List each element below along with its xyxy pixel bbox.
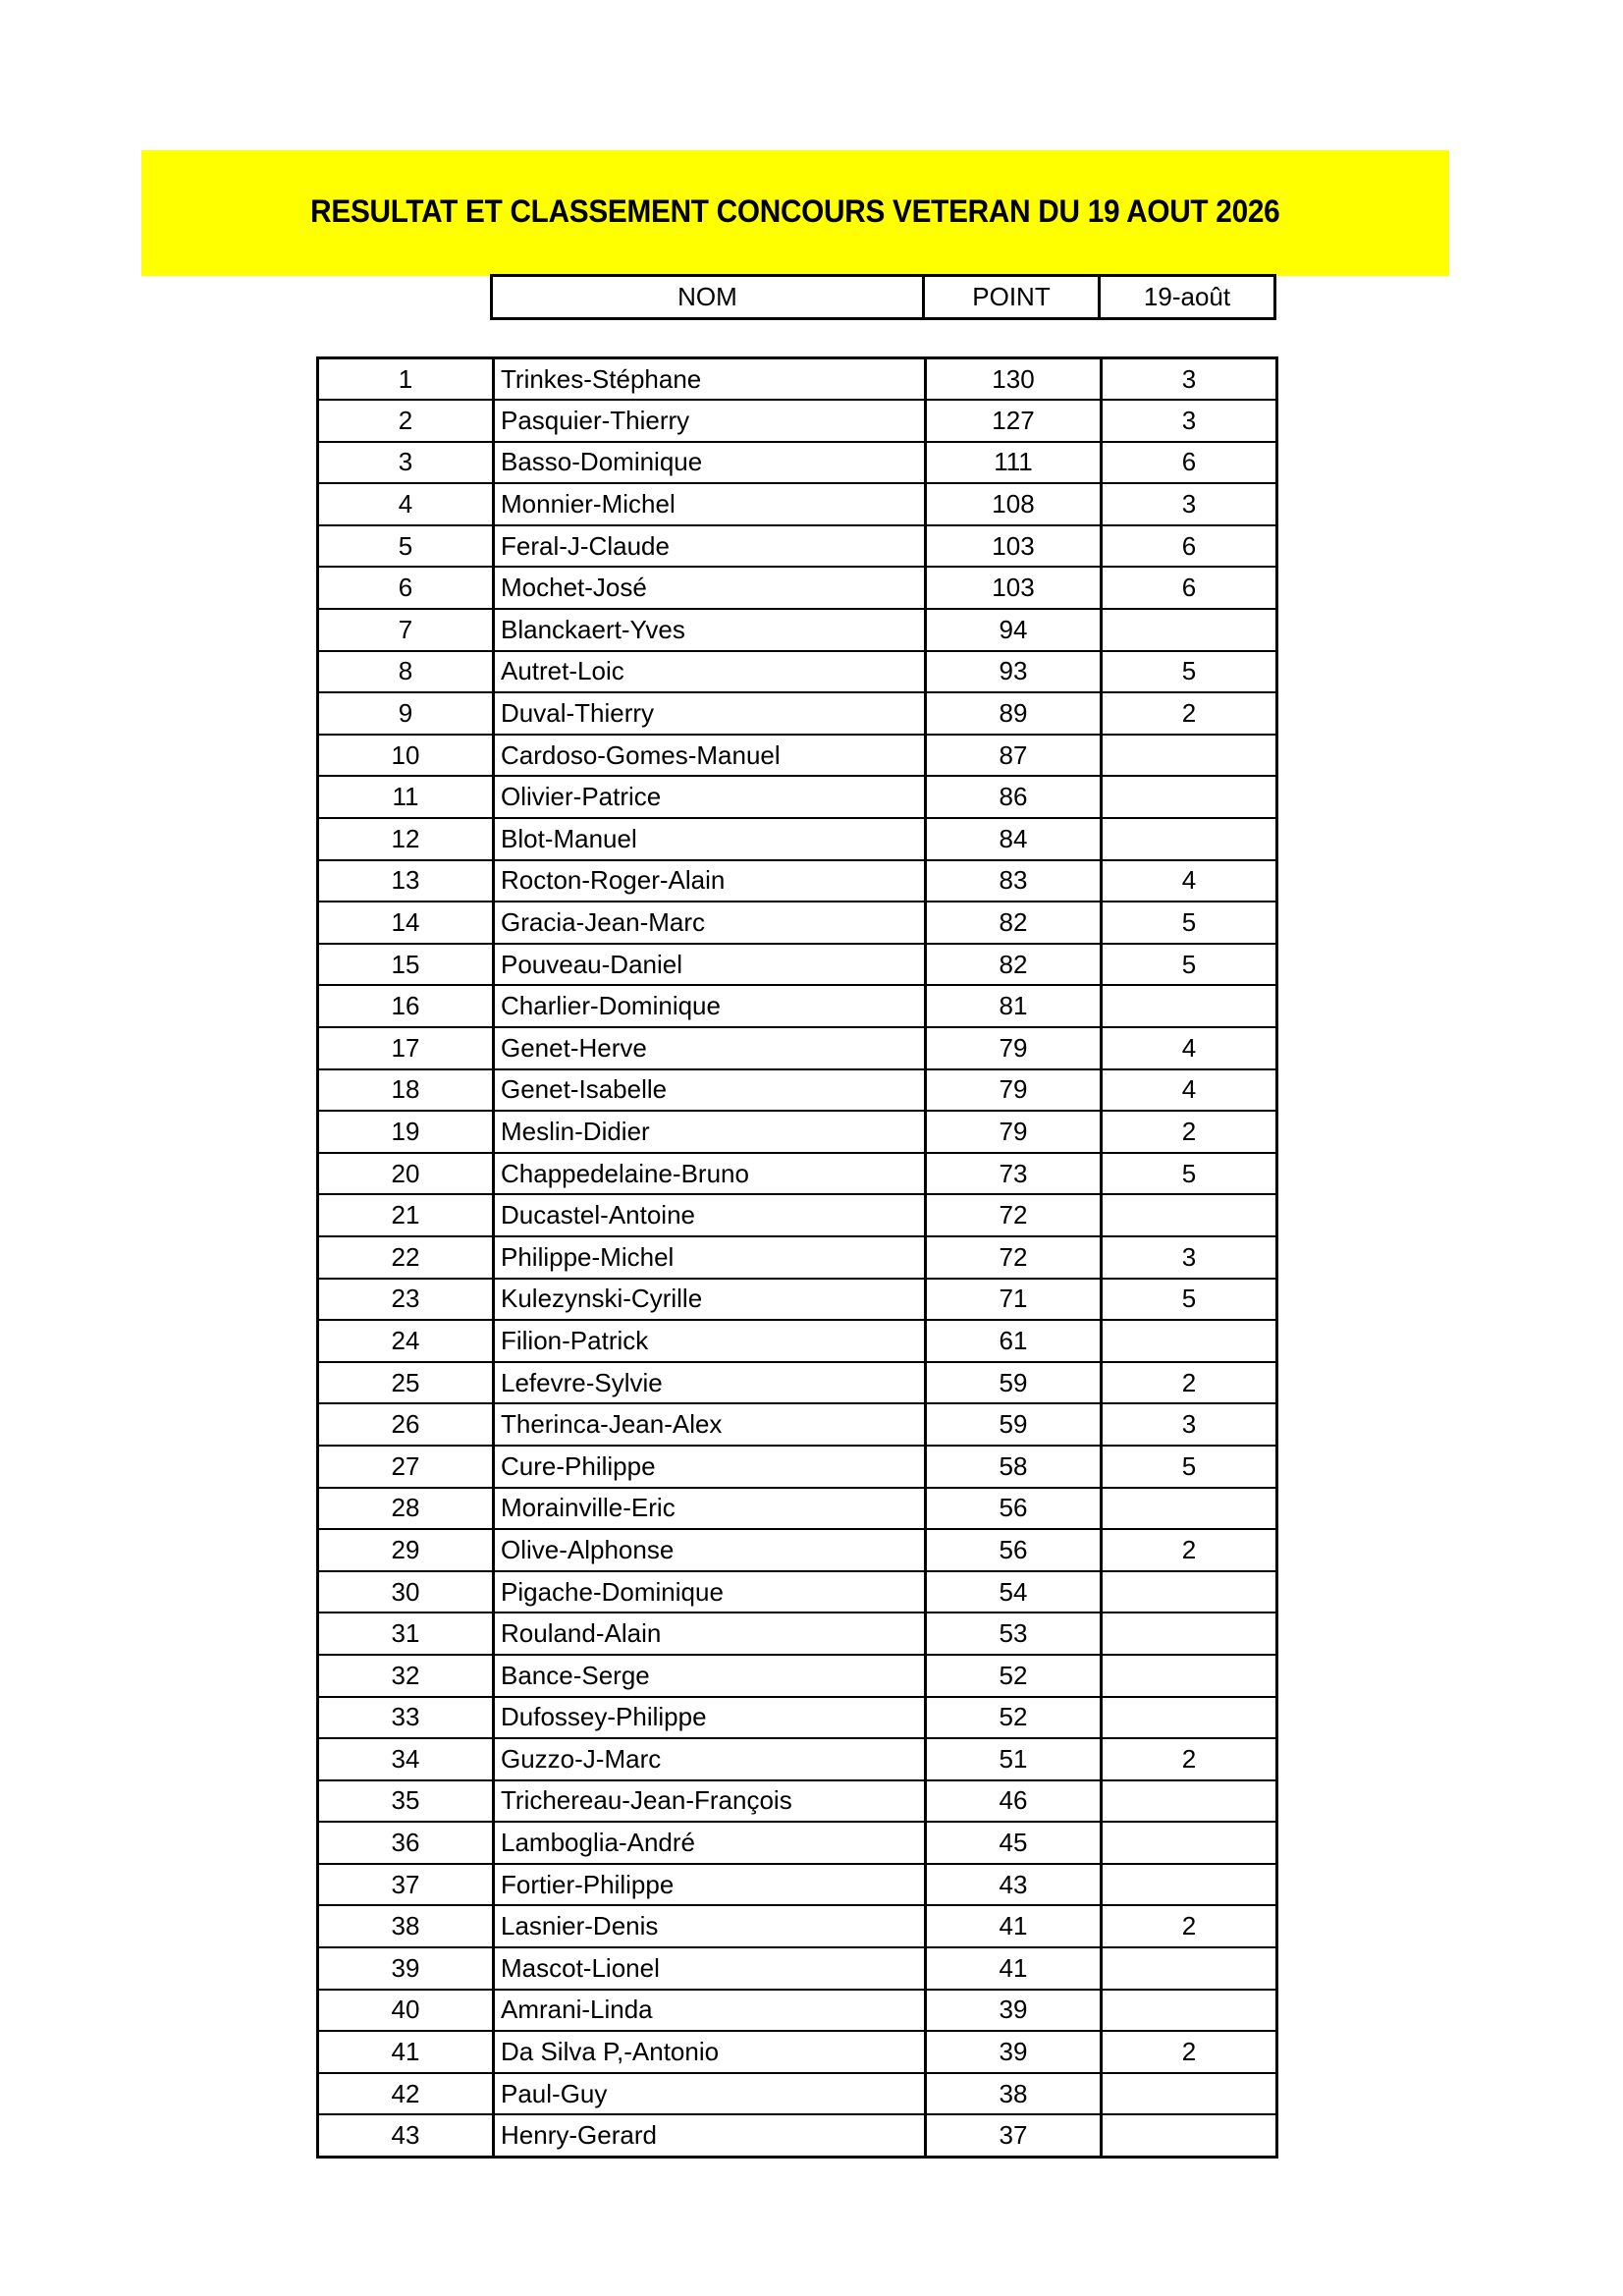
- table-row: [318, 860, 1277, 902]
- table-row: [318, 1990, 1277, 2032]
- rank-cell: 15: [318, 944, 494, 986]
- name-cell: Gracia-Jean-Marc: [494, 902, 926, 944]
- rank-cell: 34: [318, 1738, 494, 1780]
- rank-cell: 39: [318, 1947, 494, 1990]
- name-cell: Rouland-Alain: [494, 1613, 926, 1655]
- points-cell: 103: [926, 525, 1102, 568]
- date-score-cell: [1102, 1822, 1277, 1864]
- rank-cell: 3: [318, 442, 494, 484]
- name-cell: Ducastel-Antoine: [494, 1194, 926, 1236]
- name-cell: Pasquier-Thierry: [494, 400, 926, 442]
- rank-cell: 26: [318, 1403, 494, 1446]
- rank-cell: 42: [318, 2073, 494, 2115]
- points-cell: 39: [926, 2031, 1102, 2073]
- points-cell: 59: [926, 1362, 1102, 1404]
- points-cell: 38: [926, 2073, 1102, 2115]
- rank-cell: 6: [318, 567, 494, 609]
- rank-cell: 4: [318, 483, 494, 525]
- name-cell: Olive-Alphonse: [494, 1529, 926, 1571]
- name-cell: Monnier-Michel: [494, 483, 926, 525]
- date-score-cell: 4: [1102, 1069, 1277, 1112]
- rank-cell: 9: [318, 692, 494, 735]
- rank-cell: 23: [318, 1279, 494, 1321]
- table-row: [318, 1738, 1277, 1780]
- date-score-cell: 3: [1102, 400, 1277, 442]
- table-row: [318, 442, 1277, 484]
- table-row: [318, 525, 1277, 568]
- date-score-cell: [1102, 2073, 1277, 2115]
- points-cell: 94: [926, 609, 1102, 651]
- points-cell: 79: [926, 1027, 1102, 1069]
- name-cell: Bance-Serge: [494, 1655, 926, 1697]
- table-row: [318, 1822, 1277, 1864]
- table-row: [318, 1403, 1277, 1446]
- rank-cell: 27: [318, 1446, 494, 1488]
- date-score-cell: [1102, 1947, 1277, 1990]
- table-row: [318, 692, 1277, 735]
- table-row: [318, 358, 1277, 401]
- table-row: [318, 1697, 1277, 1739]
- points-cell: 79: [926, 1111, 1102, 1153]
- name-cell: Lamboglia-André: [494, 1822, 926, 1864]
- table-row: [318, 1529, 1277, 1571]
- name-cell: Morainville-Eric: [494, 1488, 926, 1530]
- date-score-cell: [1102, 985, 1277, 1027]
- name-cell: Lefevre-Sylvie: [494, 1362, 926, 1404]
- points-cell: 37: [926, 2114, 1102, 2157]
- date-score-cell: 3: [1102, 1403, 1277, 1446]
- points-cell: 45: [926, 1822, 1102, 1864]
- rank-cell: 17: [318, 1027, 494, 1069]
- rank-cell: 41: [318, 2031, 494, 2073]
- table-row: [318, 1947, 1277, 1990]
- points-cell: 41: [926, 1905, 1102, 1947]
- table-row: [318, 1069, 1277, 1112]
- date-score-cell: [1102, 735, 1277, 777]
- table-row: [318, 1905, 1277, 1947]
- name-cell: Trichereau-Jean-François: [494, 1780, 926, 1823]
- points-cell: 82: [926, 902, 1102, 944]
- points-cell: 72: [926, 1194, 1102, 1236]
- points-cell: 52: [926, 1655, 1102, 1697]
- table-row: [318, 735, 1277, 777]
- points-cell: 81: [926, 985, 1102, 1027]
- rank-cell: 31: [318, 1613, 494, 1655]
- points-cell: 103: [926, 567, 1102, 609]
- rank-cell: 11: [318, 776, 494, 818]
- rank-cell: 29: [318, 1529, 494, 1571]
- points-cell: 58: [926, 1446, 1102, 1488]
- table-row: [318, 400, 1277, 442]
- rank-cell: 10: [318, 735, 494, 777]
- points-cell: 41: [926, 1947, 1102, 1990]
- date-score-cell: 5: [1102, 651, 1277, 693]
- table-row: [318, 483, 1277, 525]
- name-cell: Pigache-Dominique: [494, 1571, 926, 1613]
- table-row: [318, 651, 1277, 693]
- table-row: [318, 1279, 1277, 1321]
- name-cell: Genet-Isabelle: [494, 1069, 926, 1112]
- column-header-points: POINT: [924, 276, 1100, 319]
- name-cell: Pouveau-Daniel: [494, 944, 926, 986]
- rank-cell: 21: [318, 1194, 494, 1236]
- points-cell: 54: [926, 1571, 1102, 1613]
- date-score-cell: 2: [1102, 1362, 1277, 1404]
- date-score-cell: 5: [1102, 1153, 1277, 1195]
- name-cell: Rocton-Roger-Alain: [494, 860, 926, 902]
- date-score-cell: 3: [1102, 1236, 1277, 1279]
- name-cell: Guzzo-J-Marc: [494, 1738, 926, 1780]
- name-cell: Cardoso-Gomes-Manuel: [494, 735, 926, 777]
- points-cell: 82: [926, 944, 1102, 986]
- points-cell: 51: [926, 1738, 1102, 1780]
- name-cell: Fortier-Philippe: [494, 1864, 926, 1906]
- date-score-cell: 5: [1102, 902, 1277, 944]
- date-score-cell: [1102, 1655, 1277, 1697]
- table-row: [318, 818, 1277, 860]
- points-cell: 87: [926, 735, 1102, 777]
- points-cell: 39: [926, 1990, 1102, 2032]
- table-row: [318, 1571, 1277, 1613]
- table-row: [318, 567, 1277, 609]
- name-cell: Mascot-Lionel: [494, 1947, 926, 1990]
- rank-cell: 30: [318, 1571, 494, 1613]
- table-row: [318, 2031, 1277, 2073]
- name-cell: Feral-J-Claude: [494, 525, 926, 568]
- date-score-cell: [1102, 1488, 1277, 1530]
- date-score-cell: 6: [1102, 567, 1277, 609]
- points-cell: 79: [926, 1069, 1102, 1112]
- rank-cell: 35: [318, 1780, 494, 1823]
- results-body: [318, 358, 1277, 2158]
- column-header-table: [490, 274, 1276, 320]
- points-cell: 86: [926, 776, 1102, 818]
- name-cell: Amrani-Linda: [494, 1990, 926, 2032]
- name-cell: Filion-Patrick: [494, 1320, 926, 1362]
- name-cell: Autret-Loic: [494, 651, 926, 693]
- rank-cell: 33: [318, 1697, 494, 1739]
- date-score-cell: 5: [1102, 1446, 1277, 1488]
- column-header-row: [492, 276, 1275, 319]
- rank-cell: 28: [318, 1488, 494, 1530]
- points-cell: 84: [926, 818, 1102, 860]
- column-header-date: 19-août: [1100, 276, 1275, 319]
- date-score-cell: [1102, 1194, 1277, 1236]
- name-cell: Trinkes-Stéphane: [494, 358, 926, 401]
- points-cell: 89: [926, 692, 1102, 735]
- rank-cell: 22: [318, 1236, 494, 1279]
- date-score-cell: 4: [1102, 860, 1277, 902]
- points-cell: 93: [926, 651, 1102, 693]
- table-row: [318, 1362, 1277, 1404]
- date-score-cell: [1102, 609, 1277, 651]
- rank-cell: 1: [318, 358, 494, 401]
- name-cell: Lasnier-Denis: [494, 1905, 926, 1947]
- rank-cell: 32: [318, 1655, 494, 1697]
- name-cell: Basso-Dominique: [494, 442, 926, 484]
- name-cell: Therinca-Jean-Alex: [494, 1403, 926, 1446]
- name-cell: Mochet-José: [494, 567, 926, 609]
- name-cell: Olivier-Patrice: [494, 776, 926, 818]
- table-row: [318, 902, 1277, 944]
- name-cell: Meslin-Didier: [494, 1111, 926, 1153]
- table-row: [318, 2073, 1277, 2115]
- points-cell: 108: [926, 483, 1102, 525]
- points-cell: 127: [926, 400, 1102, 442]
- table-row: [318, 1446, 1277, 1488]
- date-score-cell: 6: [1102, 525, 1277, 568]
- results-table: [316, 356, 1278, 2159]
- table-row: [318, 1111, 1277, 1153]
- title-banner: [141, 150, 1449, 276]
- date-score-cell: [1102, 818, 1277, 860]
- page-title: RESULTAT ET CLASSEMENT CONCOURS VETERAN DU 19 AOUT 2026: [310, 192, 1280, 229]
- table-row: [318, 1780, 1277, 1823]
- name-cell: Blot-Manuel: [494, 818, 926, 860]
- table-row: [318, 1655, 1277, 1697]
- name-cell: Charlier-Dominique: [494, 985, 926, 1027]
- points-cell: 73: [926, 1153, 1102, 1195]
- rank-cell: 36: [318, 1822, 494, 1864]
- date-score-cell: 2: [1102, 692, 1277, 735]
- rank-cell: 7: [318, 609, 494, 651]
- name-cell: Henry-Gerard: [494, 2114, 926, 2157]
- rank-cell: 8: [318, 651, 494, 693]
- table-row: [318, 1153, 1277, 1195]
- rank-cell: 25: [318, 1362, 494, 1404]
- table-row: [318, 1613, 1277, 1655]
- rank-cell: 40: [318, 1990, 494, 2032]
- date-score-cell: [1102, 1320, 1277, 1362]
- points-cell: 111: [926, 442, 1102, 484]
- table-row: [318, 776, 1277, 818]
- points-cell: 53: [926, 1613, 1102, 1655]
- points-cell: 130: [926, 358, 1102, 401]
- date-score-cell: [1102, 1780, 1277, 1823]
- date-score-cell: 2: [1102, 2031, 1277, 2073]
- rank-cell: 16: [318, 985, 494, 1027]
- rank-cell: 24: [318, 1320, 494, 1362]
- name-cell: Duval-Thierry: [494, 692, 926, 735]
- rank-cell: 18: [318, 1069, 494, 1112]
- rank-cell: 14: [318, 902, 494, 944]
- name-cell: Chappedelaine-Bruno: [494, 1153, 926, 1195]
- rank-cell: 2: [318, 400, 494, 442]
- rank-cell: 20: [318, 1153, 494, 1195]
- name-cell: Paul-Guy: [494, 2073, 926, 2115]
- date-score-cell: [1102, 1990, 1277, 2032]
- rank-cell: 12: [318, 818, 494, 860]
- table-row: [318, 944, 1277, 986]
- points-cell: 46: [926, 1780, 1102, 1823]
- date-score-cell: 3: [1102, 358, 1277, 401]
- points-cell: 43: [926, 1864, 1102, 1906]
- table-row: [318, 2114, 1277, 2157]
- date-score-cell: 2: [1102, 1529, 1277, 1571]
- points-cell: 59: [926, 1403, 1102, 1446]
- date-score-cell: 3: [1102, 483, 1277, 525]
- points-cell: 52: [926, 1697, 1102, 1739]
- name-cell: Kulezynski-Cyrille: [494, 1279, 926, 1321]
- date-score-cell: [1102, 1697, 1277, 1739]
- date-score-cell: 2: [1102, 1111, 1277, 1153]
- date-score-cell: 4: [1102, 1027, 1277, 1069]
- date-score-cell: [1102, 776, 1277, 818]
- date-score-cell: 2: [1102, 1905, 1277, 1947]
- points-cell: 72: [926, 1236, 1102, 1279]
- date-score-cell: 5: [1102, 1279, 1277, 1321]
- table-row: [318, 985, 1277, 1027]
- date-score-cell: [1102, 1864, 1277, 1906]
- name-cell: Philippe-Michel: [494, 1236, 926, 1279]
- name-cell: Da Silva P,-Antonio: [494, 2031, 926, 2073]
- table-row: [318, 1320, 1277, 1362]
- name-cell: Blanckaert-Yves: [494, 609, 926, 651]
- table-row: [318, 1027, 1277, 1069]
- table-row: [318, 1194, 1277, 1236]
- table-row: [318, 1236, 1277, 1279]
- points-cell: 83: [926, 860, 1102, 902]
- table-row: [318, 1864, 1277, 1906]
- points-cell: 56: [926, 1488, 1102, 1530]
- rank-cell: 13: [318, 860, 494, 902]
- name-cell: Genet-Herve: [494, 1027, 926, 1069]
- table-row: [318, 1488, 1277, 1530]
- rank-cell: 43: [318, 2114, 494, 2157]
- date-score-cell: [1102, 1613, 1277, 1655]
- rank-cell: 37: [318, 1864, 494, 1906]
- name-cell: Dufossey-Philippe: [494, 1697, 926, 1739]
- date-score-cell: [1102, 2114, 1277, 2157]
- points-cell: 71: [926, 1279, 1102, 1321]
- name-cell: Cure-Philippe: [494, 1446, 926, 1488]
- rank-cell: 19: [318, 1111, 494, 1153]
- rank-cell: 38: [318, 1905, 494, 1947]
- rank-cell: 5: [318, 525, 494, 568]
- table-row: [318, 609, 1277, 651]
- date-score-cell: 2: [1102, 1738, 1277, 1780]
- date-score-cell: 5: [1102, 944, 1277, 986]
- date-score-cell: 6: [1102, 442, 1277, 484]
- column-header-name: NOM: [492, 276, 924, 319]
- points-cell: 56: [926, 1529, 1102, 1571]
- date-score-cell: [1102, 1571, 1277, 1613]
- points-cell: 61: [926, 1320, 1102, 1362]
